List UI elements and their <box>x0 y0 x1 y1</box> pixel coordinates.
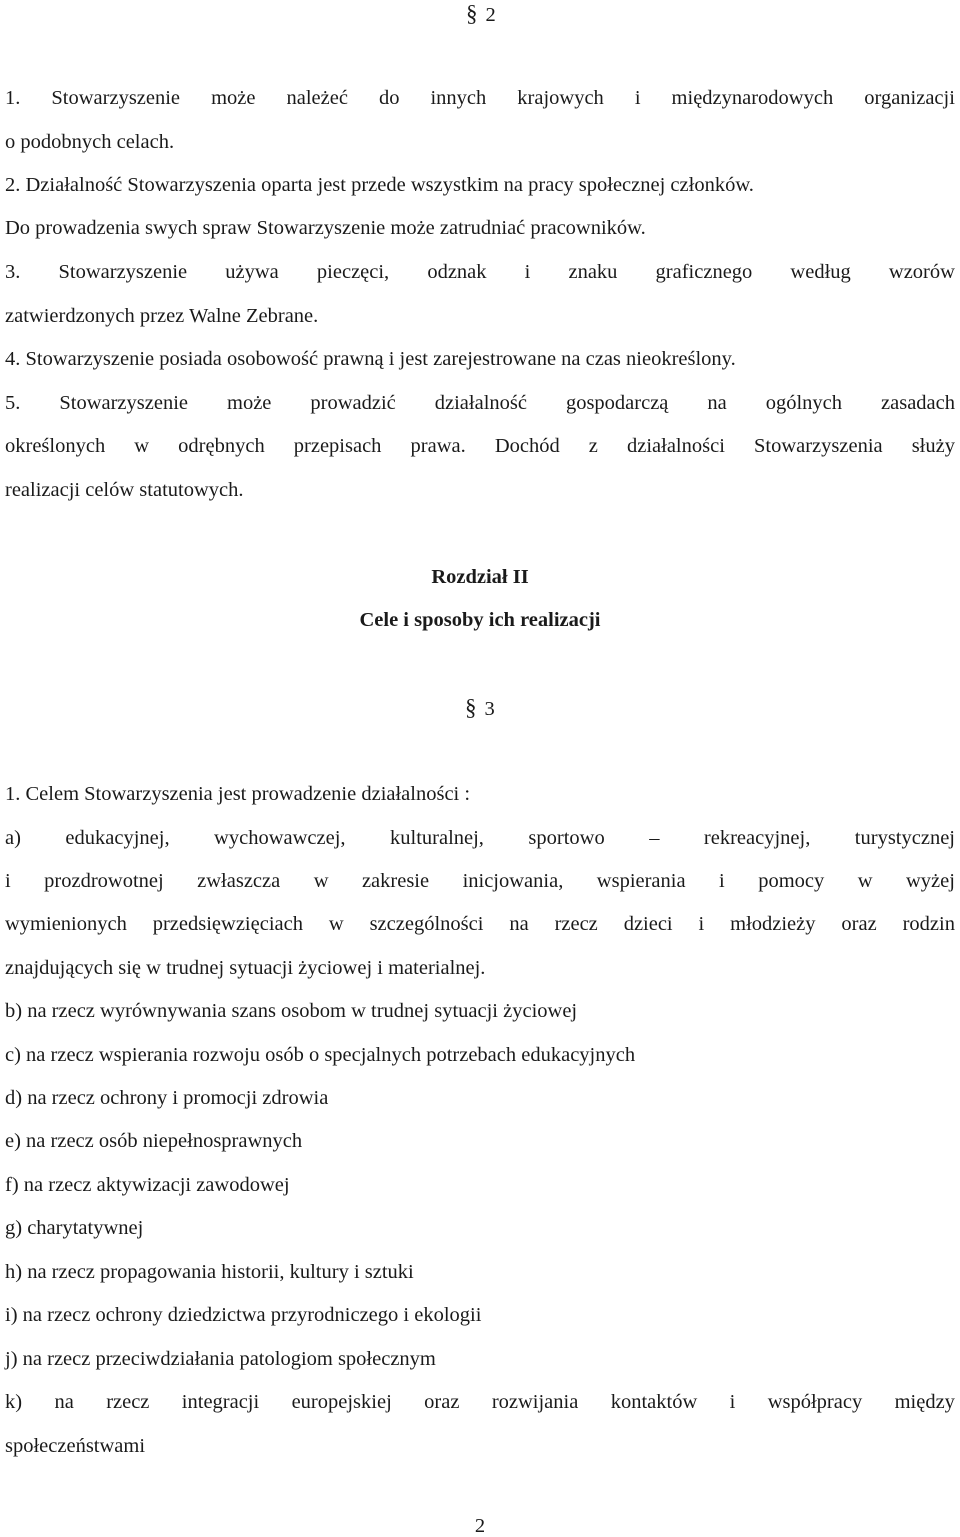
paragraph-line: zatwierdzonych przez Walne Zebrane. <box>5 305 319 327</box>
section-mark: § <box>466 1 478 26</box>
word: wzorów <box>888 261 955 283</box>
word: 5. <box>5 392 21 414</box>
word: oraz <box>424 1391 460 1413</box>
word: szczególności <box>369 913 484 935</box>
chapter-subtitle: Cele i sposoby ich realizacji <box>359 609 601 631</box>
word: znaku <box>568 261 618 283</box>
word: w <box>328 913 344 935</box>
word: organizacji <box>864 87 955 109</box>
word: zakresie <box>361 870 430 892</box>
word: rekreacyjnej, <box>703 827 811 849</box>
word: wspierania <box>596 870 686 892</box>
paragraph-line: znajdujących się w trudnej sytuacji życiowej i materialnej. <box>5 957 486 979</box>
word: młodzieży <box>730 913 816 935</box>
paragraph-line: 2. Działalność Stowarzyszenia oparta jest przede wszystkim na pracy społecznej członków. <box>5 174 754 196</box>
word: w <box>857 870 873 892</box>
word: na <box>54 1391 74 1413</box>
word: z <box>588 435 598 457</box>
paragraph-line: 4. Stowarzyszenie posiada osobowość prawną i jest zarejestrowane na czas nieokreślony. <box>5 348 736 370</box>
word: na <box>707 392 727 414</box>
word: wymienionych <box>5 913 127 935</box>
word: kulturalnej, <box>390 827 484 849</box>
word: prozdrowotnej <box>44 870 164 892</box>
list-item: g) charytatywnej <box>5 1217 144 1239</box>
word: zwłaszcza <box>197 870 281 892</box>
word: Stowarzyszenie <box>51 87 181 109</box>
word: prowadzić <box>310 392 396 414</box>
word: a) <box>5 827 21 849</box>
word: współpracy <box>767 1391 863 1413</box>
word: i <box>634 87 641 109</box>
list-item: f) na rzecz aktywizacji zawodowej <box>5 1174 290 1196</box>
word: 3. <box>5 261 21 283</box>
word: w <box>134 435 150 457</box>
paragraph-line <box>5 393 955 414</box>
list-item: c) na rzecz wspierania rozwoju osób o specjalnych potrzebach edukacyjnych <box>5 1044 636 1066</box>
word: używa <box>225 261 279 283</box>
word: rodzin <box>902 913 955 935</box>
word: na <box>509 913 529 935</box>
section-mark: § <box>465 695 477 720</box>
list-item: d) na rzecz ochrony i promocji zdrowia <box>5 1087 329 1109</box>
word: i <box>719 870 725 892</box>
word: przepisach <box>293 435 382 457</box>
paragraph-line: 1. Celem Stowarzyszenia jest prowadzenie działalności : <box>5 783 471 805</box>
paragraph-line: Do prowadzenia swych spraw Stowarzyszenie może zatrudniać pracowników. <box>5 217 646 239</box>
word: wychowawczej, <box>214 827 346 849</box>
word: innych <box>430 87 487 109</box>
word: sportowo <box>528 827 605 849</box>
word: krajowych <box>517 87 604 109</box>
word: zasadach <box>881 392 955 414</box>
word: rzecz <box>554 913 598 935</box>
word: integracji <box>181 1391 260 1413</box>
word: – <box>649 827 660 849</box>
word: w <box>313 870 329 892</box>
word: i <box>698 913 705 935</box>
paragraph-line: realizacji celów statutowych. <box>5 479 244 501</box>
word: i <box>524 261 531 283</box>
word: rozwijania <box>491 1391 579 1413</box>
word: prawa. <box>410 435 466 457</box>
word: i <box>729 1391 736 1413</box>
word: ogólnych <box>765 392 843 414</box>
word: może <box>211 87 256 109</box>
word: Stowarzyszenie <box>58 261 188 283</box>
page-number: 2 <box>474 1515 486 1537</box>
word: należeć <box>286 87 348 109</box>
section-number: 3 <box>484 698 495 720</box>
word: turystycznej <box>854 827 955 849</box>
word: 1. <box>5 87 21 109</box>
list-item: j) na rzecz przeciwdziałania patologiom społecznym <box>5 1348 436 1370</box>
word: gospodarczą <box>565 392 669 414</box>
word: inicjowania, <box>462 870 564 892</box>
word: przedsięwzięciach <box>152 913 303 935</box>
word: europejskiej <box>291 1391 392 1413</box>
word: i <box>5 870 11 892</box>
word: wyżej <box>905 870 955 892</box>
word: do <box>378 87 400 109</box>
section-header-3 <box>465 696 495 720</box>
word: według <box>790 261 851 283</box>
list-item: i) na rzecz ochrony dziedzictwa przyrodniczego i ekologii <box>5 1304 482 1326</box>
word: Stowarzyszenie <box>59 392 189 414</box>
word: działalności <box>626 435 725 457</box>
paragraph-line <box>5 436 955 457</box>
word: pomocy <box>758 870 825 892</box>
list-item <box>5 1392 955 1413</box>
paragraph-line <box>5 828 955 849</box>
chapter-title: Rozdział II <box>431 566 529 588</box>
word: graficznego <box>655 261 753 283</box>
word: międzynarodowych <box>671 87 834 109</box>
word: odrębnych <box>178 435 265 457</box>
word: określonych <box>5 435 106 457</box>
word: służy <box>911 435 955 457</box>
word: między <box>894 1391 955 1413</box>
paragraph-line <box>5 88 955 109</box>
word: edukacyjnej, <box>65 827 170 849</box>
word: odznak <box>427 261 487 283</box>
paragraph-line: społeczeństwami <box>5 1435 146 1457</box>
paragraph-line <box>5 914 955 935</box>
paragraph-line <box>5 871 955 892</box>
word: dzieci <box>623 913 673 935</box>
word: oraz <box>841 913 877 935</box>
word: k) <box>5 1391 23 1413</box>
list-item: b) na rzecz wyrównywania szans osobom w trudnej sytuacji życiowej <box>5 1000 578 1022</box>
word: Dochód <box>494 435 560 457</box>
list-item: e) na rzecz osób niepełnosprawnych <box>5 1130 303 1152</box>
paragraph-line: o podobnych celach. <box>5 131 175 153</box>
word: pieczęci, <box>316 261 390 283</box>
word: kontaktów <box>610 1391 698 1413</box>
word: działalność <box>434 392 527 414</box>
word: rzecz <box>106 1391 150 1413</box>
section-number: 2 <box>485 4 496 26</box>
list-item: h) na rzecz propagowania historii, kultury i sztuki <box>5 1261 414 1283</box>
section-header-2 <box>466 2 496 26</box>
paragraph-line <box>5 262 955 283</box>
word: Stowarzyszenia <box>753 435 883 457</box>
word: może <box>227 392 272 414</box>
